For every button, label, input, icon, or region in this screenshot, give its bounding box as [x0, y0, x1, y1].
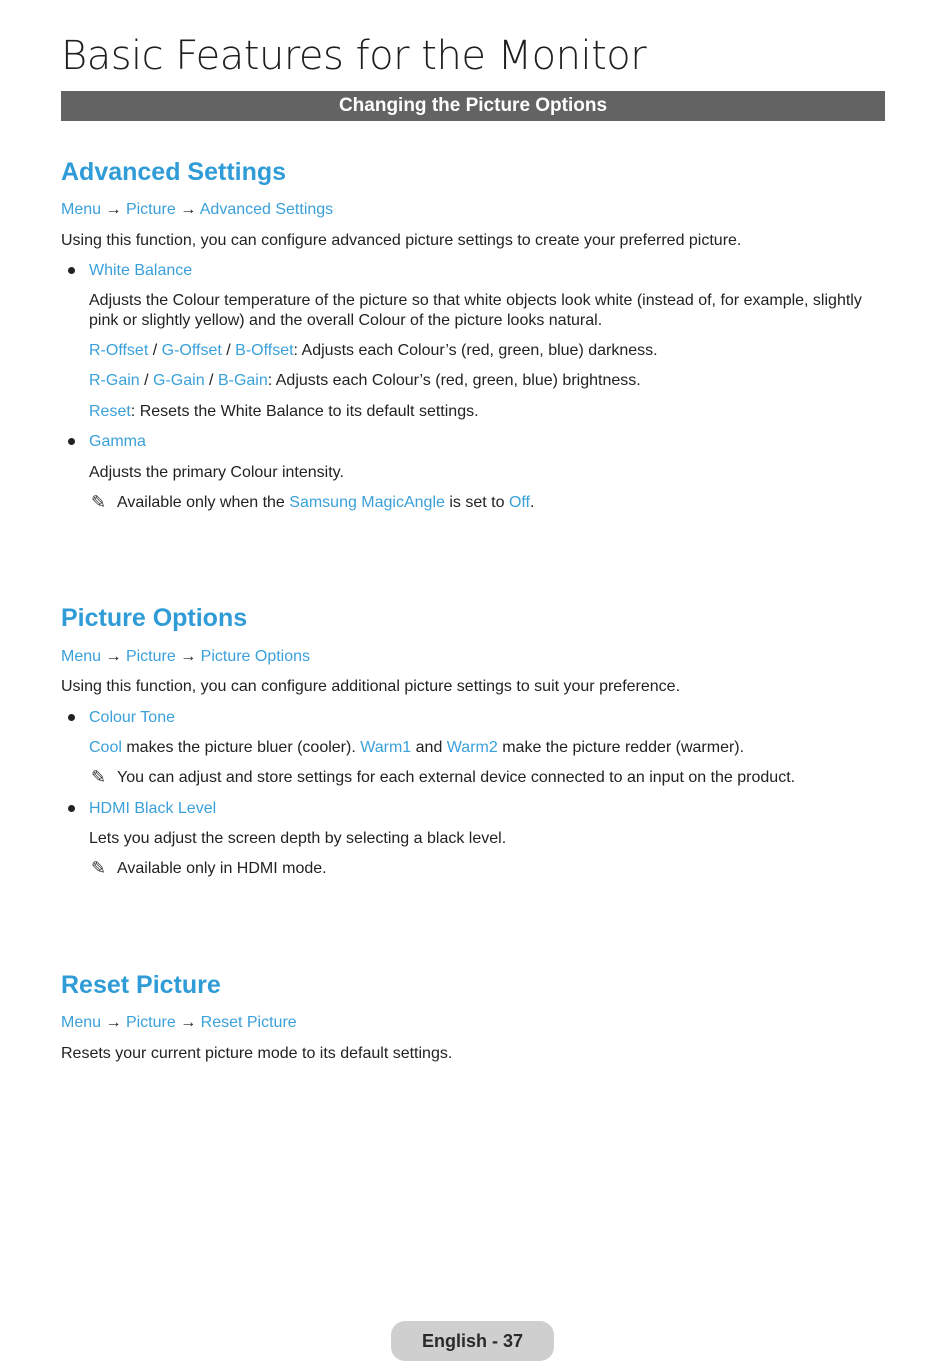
bullet-icon	[68, 267, 75, 274]
separator: /	[221, 342, 236, 359]
breadcrumb-advanced	[61, 200, 333, 220]
colour-tone-note: You can adjust and store settings for each external device connected to an input on the product.	[117, 769, 796, 786]
r-gain-label: R-Gain	[89, 372, 140, 389]
reset-picture-desc: Resets your current picture mode to its default settings.	[61, 1045, 453, 1062]
breadcrumb-reset-picture-item[interactable]: Reset Picture	[200, 1014, 297, 1031]
breadcrumb-picture[interactable]: Picture	[125, 1014, 176, 1031]
arrow-icon: →	[105, 1014, 122, 1031]
pencil-note-icon: ✎	[91, 492, 107, 512]
section-banner: Changing the Picture Options	[61, 91, 885, 121]
heading-reset-picture: Reset Picture	[61, 971, 221, 999]
arrow-icon: →	[180, 648, 197, 665]
gamma-label: Gamma	[89, 433, 146, 450]
bullet-icon	[68, 714, 75, 721]
reset-text: : Resets the White Balance to its default settings.	[130, 403, 479, 420]
page-title: Basic Features for the Monitor	[61, 33, 647, 79]
breadcrumb-picture-options	[61, 647, 310, 667]
separator: /	[148, 342, 162, 359]
breadcrumb-menu[interactable]: Menu	[61, 648, 102, 665]
gain-text: : Adjusts each Colour’s (red, green, blue) brightness.	[267, 372, 641, 389]
advanced-intro: Using this function, you can configure advanced picture settings to create your preferred picture.	[61, 232, 742, 249]
breadcrumb-menu[interactable]: Menu	[61, 1014, 102, 1031]
g-gain-label: G-Gain	[153, 372, 205, 389]
breadcrumb-picture[interactable]: Picture	[125, 648, 176, 665]
hdmi-black-level-label: HDMI Black Level	[89, 800, 217, 817]
page-number-badge: English - 37	[391, 1321, 554, 1361]
pencil-note-icon: ✎	[91, 858, 107, 878]
separator: /	[204, 372, 218, 389]
hdmi-desc: Lets you adjust the screen depth by selecting a black level.	[89, 830, 507, 847]
bullet-icon	[68, 805, 75, 812]
offset-text: : Adjusts each Colour’s (red, green, blue) darkness.	[293, 342, 658, 359]
r-offset-label: R-Offset	[89, 342, 149, 359]
bullet-icon	[68, 438, 75, 445]
picture-options-intro: Using this function, you can configure additional picture settings to suit your preference.	[61, 678, 681, 695]
arrow-icon: →	[180, 201, 197, 218]
white-balance-desc: Adjusts the Colour temperature of the picture so that white objects look white (instead of, for example, slightly pink or slightly yellow) and the overall Colour of the picture looks natural.	[89, 292, 862, 329]
note-text: is set to	[444, 494, 509, 511]
reset-label: Reset	[89, 403, 131, 420]
arrow-icon: →	[180, 1014, 197, 1031]
b-offset-label: B-Offset	[235, 342, 294, 359]
colour-tone-desc	[89, 738, 744, 758]
colour-tone-label: Colour Tone	[89, 709, 175, 726]
gamma-note	[117, 493, 534, 513]
breadcrumb-menu[interactable]: Menu	[61, 201, 102, 218]
white-balance-label: White Balance	[89, 262, 193, 279]
breadcrumb-advanced-settings[interactable]: Advanced Settings	[199, 201, 334, 218]
b-gain-label: B-Gain	[217, 372, 268, 389]
desc-text: and	[411, 739, 447, 756]
desc-text: make the picture redder (warmer).	[497, 739, 745, 756]
gamma-desc: Adjusts the primary Colour intensity.	[89, 464, 344, 481]
breadcrumb-picture[interactable]: Picture	[125, 201, 176, 218]
hdmi-note: Available only in HDMI mode.	[117, 860, 327, 877]
arrow-icon: →	[105, 201, 122, 218]
reset-line	[89, 402, 479, 422]
breadcrumb-picture-options[interactable]: Picture Options	[200, 648, 311, 665]
off-label: Off	[508, 494, 530, 511]
gain-line	[89, 371, 641, 391]
heading-advanced-settings: Advanced Settings	[61, 158, 287, 186]
arrow-icon: →	[105, 648, 122, 665]
g-offset-label: G-Offset	[161, 342, 222, 359]
offset-line	[89, 341, 658, 361]
warm1-label: Warm1	[360, 739, 412, 756]
note-text: Available only when the	[117, 494, 290, 511]
note-text: .	[529, 494, 535, 511]
samsung-magicangle-label: Samsung MagicAngle	[289, 494, 445, 511]
pencil-note-icon: ✎	[91, 767, 107, 787]
desc-text: makes the picture bluer (cooler).	[121, 739, 361, 756]
breadcrumb-reset-picture	[61, 1013, 297, 1033]
cool-label: Cool	[89, 739, 122, 756]
warm2-label: Warm2	[446, 739, 498, 756]
separator: /	[139, 372, 154, 389]
heading-picture-options: Picture Options	[61, 604, 248, 632]
